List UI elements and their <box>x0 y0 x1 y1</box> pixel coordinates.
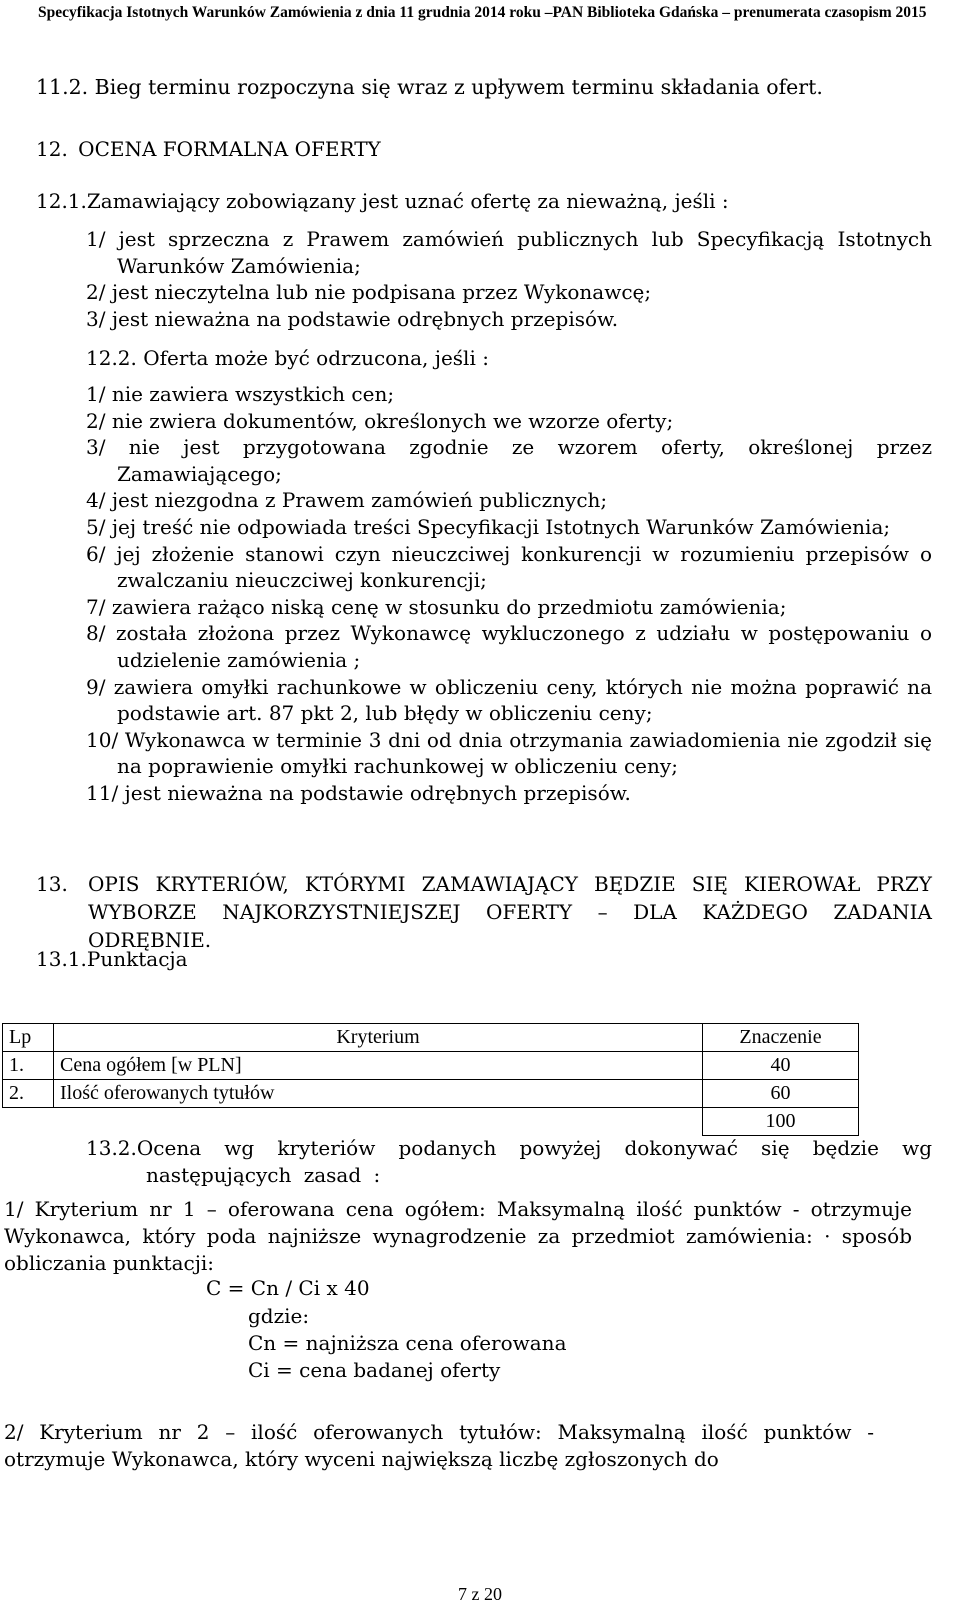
formula: C = Cn / Ci x 40 <box>206 1276 370 1300</box>
section-11-2: 11.2. Bieg terminu rozpoczyna się wraz z upływem terminu składania ofert. <box>36 75 823 99</box>
list-item: 6/ jej złożenie stanowi czyn nieuczciwej konkurencji w rozumieniu przepisów o zwalczaniu nieuczciwej konkurencji; <box>86 541 932 593</box>
page-header: Specyfikacja Istotnych Warunków Zamówienia z dnia 11 grudnia 2014 roku –PAN Biblioteka Gdańska – prenumerata czasopism 2015 <box>38 4 927 21</box>
section-13-2 <box>86 1135 932 1188</box>
section-12-2-list <box>86 381 932 807</box>
table-cell: 60 <box>703 1080 859 1108</box>
formula-ci: Ci = cena badanej oferty <box>248 1358 501 1382</box>
table-cell: 40 <box>703 1052 859 1080</box>
page-number: 7 z 20 <box>458 1584 502 1604</box>
list-item: 2/ jest nieczytelna lub nie podpisana przez Wykonawcę; <box>86 280 652 304</box>
table-cell: Ilość oferowanych tytułów <box>54 1080 703 1108</box>
table-header-row <box>3 1024 859 1052</box>
list-item: 9/ zawiera omyłki rachunkowe w obliczeniu ceny, których nie można poprawić na podstawie art. 87 pkt 2, lub błędy w obliczeniu ceny; <box>86 674 932 726</box>
table-cell: 1. <box>3 1052 54 1080</box>
table-cell: 2. <box>3 1080 54 1108</box>
section-12-title: OCENA FORMALNA OFERTY <box>78 137 381 161</box>
section-12-number: 12. <box>36 137 68 161</box>
table-cell: Cena ogółem [w PLN] <box>54 1052 703 1080</box>
list-item: 11/ jest nieważna na podstawie odrębnych przepisów. <box>86 780 631 805</box>
section-13-1: 13.1.Punktacja <box>36 947 188 971</box>
section-12-2-title: 12.2. Oferta może być odrzucona, jeśli : <box>86 346 489 370</box>
section-13-title: OPIS KRYTERIÓW, KTÓRYMI ZAMAWIAJĄCY BĘDZIE SIĘ KIEROWAŁ PRZY WYBORZE NAJKORZYSTNIEJSZEJ OFERTY – DLA KAŻDEGO ZADANIA ODRĘBNIE. <box>88 872 932 952</box>
formula-where: gdzie: <box>248 1304 310 1328</box>
section-12-1-list <box>86 226 932 332</box>
table-total-row <box>3 1108 859 1136</box>
table-row <box>3 1052 859 1080</box>
section-13-heading <box>36 870 932 954</box>
list-item: 10/ Wykonawca w terminie 3 dni od dnia otrzymania zawiadomienia nie zgodził się na poprawienie omyłki rachunkowej w obliczeniu ceny; <box>86 727 932 779</box>
list-item: 8/ została złożona przez Wykonawcę wykluczonego z udziału w postępowaniu o udzielenie zamówienia ; <box>86 621 932 672</box>
list-item: 3/ nie jest przygotowana zgodnie ze wzorem oferty, określonej przez Zamawiającego; <box>86 435 932 486</box>
list-item: 4/ jest niezgodna z Prawem zamówień publicznych; <box>86 488 608 513</box>
table-row <box>3 1080 859 1108</box>
list-item: 5/ jej treść nie odpowiada treści Specyfikacji Istotnych Warunków Zamówienia; <box>86 514 891 539</box>
section-12-heading <box>36 136 381 162</box>
list-item: 3/ jest nieważna na podstawie odrębnych przepisów. <box>86 306 619 331</box>
section-13-2-text: 13.2.Ocena wg kryteriów podanych powyżej dokonywać się będzie wg następujących zasad : <box>86 1136 932 1187</box>
table-header-cell: Znaczenie <box>703 1024 859 1052</box>
list-item: 1/ jest sprzeczna z Prawem zamówień publicznych lub Specyfikacją Istotnych Warunków Zamówienia; <box>86 227 932 278</box>
list-item: 7/ zawiera rażąco niską cenę w stosunku do przedmiotu zamówienia; <box>86 594 787 619</box>
section-13-number: 13. <box>36 872 68 896</box>
table-total-cell: 100 <box>703 1108 859 1136</box>
formula-cn: Cn = najniższa cena oferowana <box>248 1331 567 1355</box>
table-header-cell: Lp <box>3 1024 54 1052</box>
list-item: 1/ nie zawiera wszystkich cen; <box>86 382 395 406</box>
table-header-cell: Kryterium <box>54 1024 703 1052</box>
section-12-1-title: 12.1.Zamawiający zobowiązany jest uznać ofertę za nieważną, jeśli : <box>36 189 729 213</box>
criteria-table <box>2 1023 859 1136</box>
list-item: 2/ nie zwiera dokumentów, określonych we wzorze oferty; <box>86 408 674 433</box>
criterion-2-text: 2/ Kryterium nr 2 – ilość oferowanych tytułów: Maksymalną ilość punktów - otrzymuje Wykonawca, który wyceni największą liczbę zgłoszonych do <box>4 1420 874 1471</box>
criterion-1-text: 1/ Kryterium nr 1 – oferowana cena ogółem: Maksymalną ilość punktów - otrzymuje Wykonawca, który poda najniższe wynagrodzenie za przedmiot zamówienia: · sposób obliczania punktacji: <box>4 1197 912 1275</box>
